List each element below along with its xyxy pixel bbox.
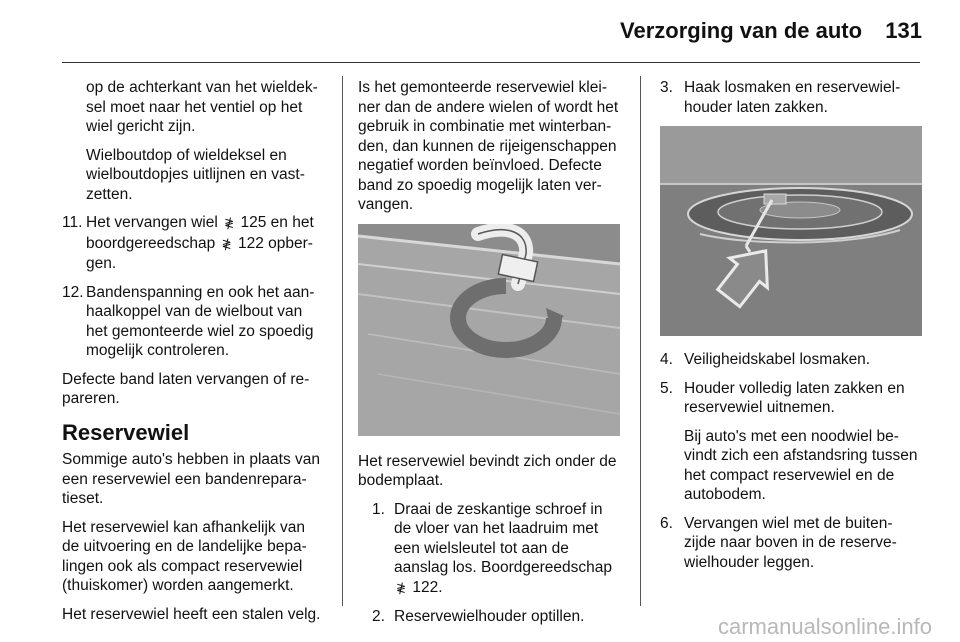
list-number: 4.: [660, 351, 673, 368]
paragraph: Het reservewiel heeft een stalen velg.: [62, 605, 321, 623]
list-item-step-2: [358, 607, 624, 627]
list-number: 12.: [62, 283, 84, 301]
left-column: [62, 78, 326, 633]
list-number: 3.: [660, 79, 673, 96]
list-item-step-5: [660, 379, 922, 418]
list-text: Reservewielhouder optillen.: [394, 608, 585, 625]
continued-paragraph: op de achterkant van het wieldek-sel moet naar het ventiel op het wiel gericht zijn.: [86, 79, 318, 135]
list-text: Draai de zeskantige schroef in de vloer van het laadruim met een wielsleutel tot aan de aanslag los. Boordgereedschap ≹ 122.: [394, 500, 613, 596]
paragraph: Defecte band laten vervangen of re-pareren.: [62, 370, 310, 407]
header-rule: [62, 62, 920, 63]
step-note: Bij auto's met een noodwiel be-vindt zich een afstandsring tussen het compact reservewiel en de autobodem.: [684, 427, 918, 503]
list-number: 6.: [660, 514, 673, 532]
page-reference-icon: ≹: [396, 580, 407, 595]
list-number: 2.: [372, 608, 385, 625]
page-reference-icon: ≹: [224, 216, 235, 230]
paragraph: Het reservewiel kan afhankelijk van de uitvoering en de landelijke bepa-lingen ook als compact reservewiel (thuiskomer) worden aangemerkt.: [62, 518, 307, 594]
step-list: [358, 500, 624, 627]
list-number: 5.: [660, 379, 673, 397]
list-text: Veiligheidskabel losmaken.: [684, 351, 871, 368]
list-number: 11.: [62, 214, 83, 231]
list-text: Vervangen wiel met de buiten-zijde naar boven in de reserve-wielhouder leggen.: [684, 514, 897, 571]
page-reference-icon: ≹: [221, 236, 232, 251]
spare-wheel-illustration: [660, 126, 922, 336]
list-text: Houder volledig laten zakken en reservewiel uitnemen.: [684, 379, 905, 416]
paragraph: Het reservewiel bevindt zich onder de bodemplaat.: [358, 452, 617, 489]
paragraph: Is het gemonteerde reservewiel klei-ner dan de andere wielen of wordt het gebruik in combinatie met winterban-den, dan kunnen de rijeigenschappen negatief worden beïnvloed. Defecte band zo spoedig mogelijk laten ver-vangen.: [358, 79, 619, 213]
list-item-11: [62, 213, 326, 274]
column-divider-left: [342, 76, 343, 606]
spare-wheel-drawing: [660, 126, 922, 336]
list-text: Het vervangen wiel ≹ 125 en het boordgereedschap ≹ 122 opber-gen.: [86, 214, 314, 272]
trunk-floor-illustration: [358, 224, 620, 436]
list-item-12: [62, 283, 326, 361]
list-item-step-1: [358, 500, 624, 599]
section-heading: Reservewiel: [62, 419, 190, 445]
list-item-step-3: [660, 78, 922, 117]
page-header-title: Verzorging van de auto: [620, 18, 863, 43]
list-item-step-4: [660, 350, 922, 370]
continued-paragraph: Wielboutdop of wieldeksel en wielboutdopjes uitlijnen en vast-zetten.: [86, 146, 305, 203]
middle-column: [358, 78, 624, 636]
column-divider-right: [640, 76, 641, 606]
right-column: [660, 78, 922, 581]
list-number: 1.: [372, 500, 385, 518]
paragraph: Sommige auto's hebben in plaats van een reservewiel een bandenrepara-tieset.: [62, 451, 321, 507]
list-item-step-6: [660, 514, 922, 573]
list-text: Haak losmaken en reservewiel-houder laten zakken.: [684, 79, 901, 116]
watermark: carmanualsonline.info: [717, 614, 932, 639]
page-number: 131: [885, 18, 922, 43]
trunk-floor-drawing: [358, 224, 620, 436]
list-text: Bandenspanning en ook het aan-haalkoppel van de wielbout van het gemonteerde wiel zo spoedig mogelijk controleren.: [86, 283, 315, 359]
